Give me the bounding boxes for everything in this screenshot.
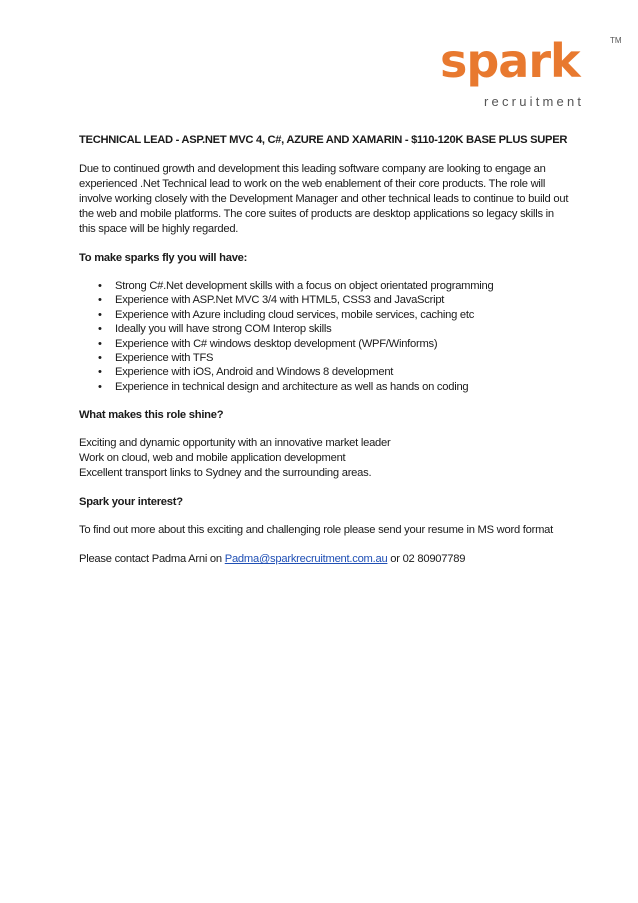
list-item [98,337,569,351]
role-highlights [79,436,569,481]
highlight-line: Excellent transport links to Sydney and the surrounding areas. [79,467,372,480]
job-ad-body [79,133,569,581]
skill-text: Strong C#.Net development skills with a focus on object orientated programming [115,280,494,292]
skill-text: Experience with C# windows desktop development (WPF/Winforms) [115,337,438,350]
skill-text: Experience with ASP.Net MVC 3/4 with HTML5, CSS3 and JavaScript [115,294,445,307]
list-item [98,308,569,322]
contact-paragraph [79,552,569,567]
list-item [98,380,569,394]
list-item [98,351,569,365]
trademark-mark: TM [610,36,622,45]
requirements-heading: To make sparks fly you will have: [79,252,248,264]
bullet-icon: • [98,323,102,336]
contact-prefix: Please contact Padma Arni on [79,553,225,566]
logo-wordmark: spark [440,34,580,88]
interest-heading: Spark your interest? [79,496,183,509]
skill-text: Experience with Azure including cloud services, mobile services, caching etc [115,308,475,321]
spark-recruitment-logo [440,32,620,112]
highlight-line: Work on cloud, web and mobile application development [79,452,346,465]
list-item [98,293,569,307]
job-title: TECHNICAL LEAD - ASP.NET MVC 4, C#, AZURE AND XAMARIN - $110-120K BASE PLUS SUPER [79,134,568,146]
bullet-icon: • [98,280,102,292]
skill-text: Experience with iOS, Android and Windows 8 development [115,366,394,379]
find-out-paragraph: To find out more about this exciting and challenging role please send your resume in MS word format [79,524,553,537]
highlight-line: Exciting and dynamic opportunity with an innovative market leader [79,437,391,450]
bullet-icon: • [98,294,102,307]
skill-text: Experience in technical design and architecture as well as hands on coding [115,380,469,393]
bullet-icon: • [98,337,102,350]
email-link[interactable]: Padma@sparkrecruitment.com.au [224,553,388,566]
bullet-icon: • [98,352,102,365]
bullet-icon: • [98,366,102,379]
logo-subtitle: recruitment [484,94,585,109]
list-item [98,279,569,293]
skill-text: Experience with TFS [115,352,214,365]
skills-list [79,279,569,394]
intro-paragraph: Due to continued growth and development this leading software company are looking to engage an experienced .Net Technical lead to work on the web enablement of their core products. The role will involve working closely with the Development Manager and other technical leads to continue to build out the web and mobile platforms. The core suites of products are desktop applications so legacy skills in this space will be highly regarded. [79,163,569,235]
list-item [98,322,569,336]
list-item [98,365,569,379]
skill-text: Ideally you will have strong COM Interop skills [115,323,332,336]
role-shine-heading: What makes this role shine? [79,409,224,422]
bullet-icon: • [98,380,102,393]
contact-suffix: or 02 80907789 [387,553,466,566]
bullet-icon: • [98,308,102,321]
